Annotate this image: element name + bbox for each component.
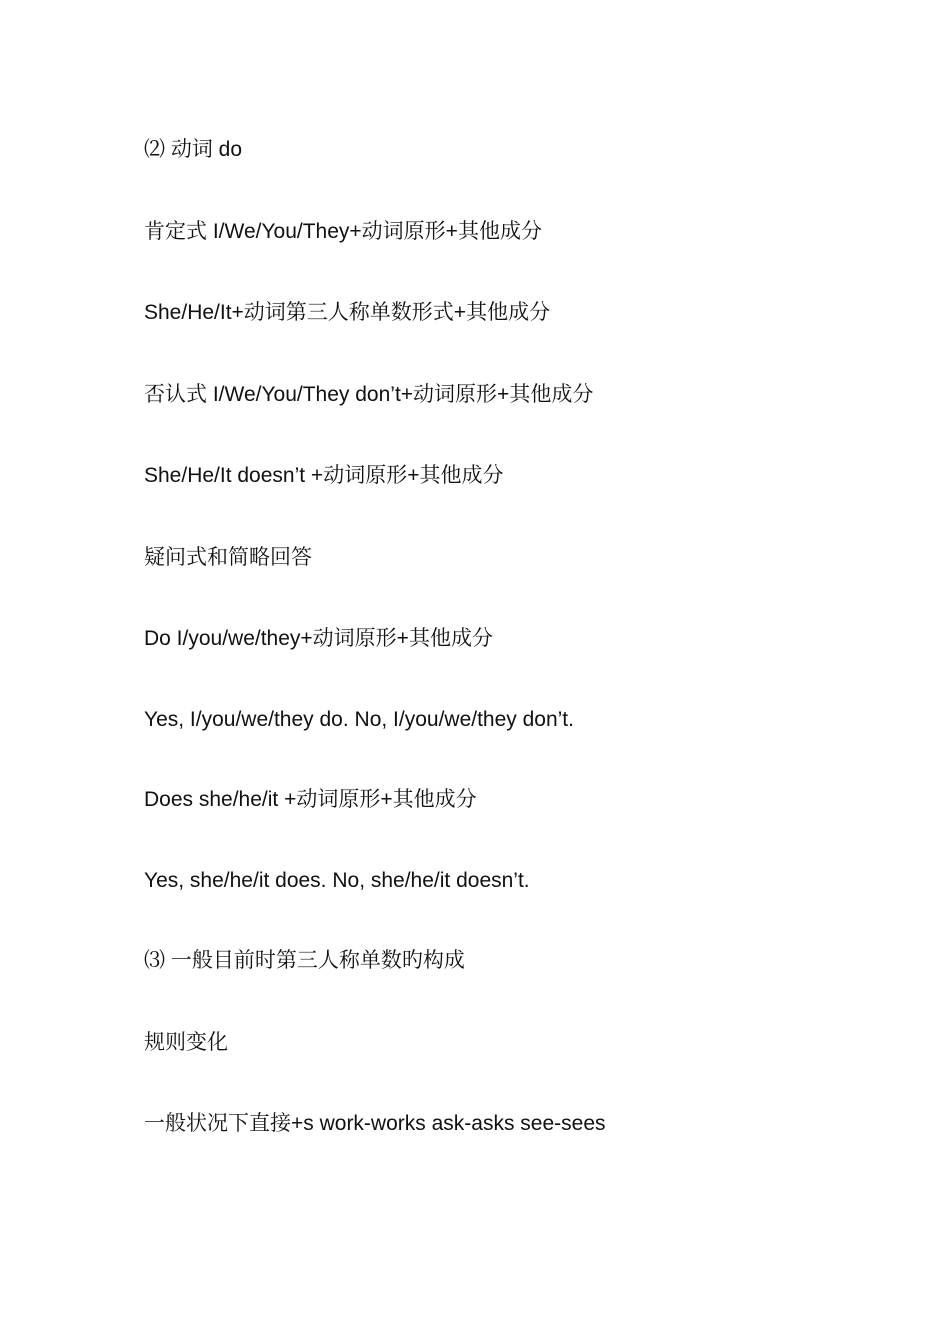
regular-change-heading: 规则变化 [144, 1031, 228, 1054]
question-heading: 疑问式和简略回答 [144, 546, 312, 569]
affirmative-form-line: 肯定式 I/We/You/They+动词原形+其他成分 [144, 220, 542, 243]
negative-form-line: 否认式 I/We/You/They don’t+动词原形+其他成分 [144, 383, 594, 406]
section-heading-third-person-singular: ⑶ 一般目前时第三人称单数旳构成 [144, 949, 465, 972]
short-answer-line: Yes, I/you/we/they do. No, I/you/we/they don’t. [144, 708, 574, 731]
question-third-person-line: Does she/he/it +动词原形+其他成分 [144, 788, 477, 811]
general-rule-line: 一般状况下直接+s work-works ask-asks see-sees [144, 1112, 606, 1135]
short-answer-third-person-line: Yes, she/he/it does. No, she/he/it doesn’t. [144, 869, 530, 892]
negative-third-person-line: She/He/It doesn’t +动词原形+其他成分 [144, 464, 504, 487]
section-heading-verb-do: ⑵ 动词 do [144, 138, 243, 161]
affirmative-third-person-line: She/He/It+动词第三人称单数形式+其他成分 [144, 301, 551, 324]
question-form-line: Do I/you/we/they+动词原形+其他成分 [144, 627, 493, 650]
